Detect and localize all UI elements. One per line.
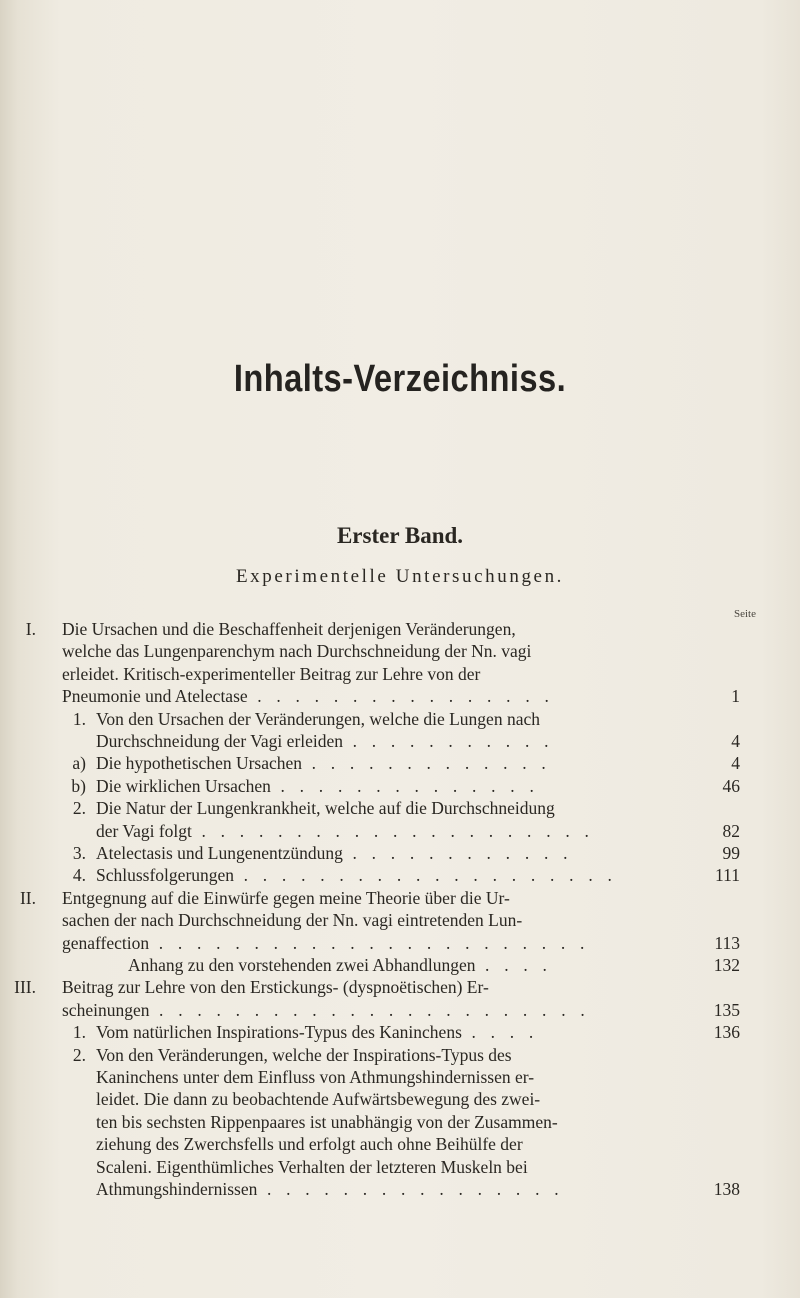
toc-entry bbox=[0, 842, 800, 864]
toc-entry-text: Atelectasis und Lungenentzündung bbox=[96, 843, 343, 863]
toc-entry bbox=[0, 797, 800, 819]
toc-entry-number: 3. bbox=[72, 843, 86, 863]
toc-entry-number: I. bbox=[25, 619, 36, 639]
toc-entry-number: 1. bbox=[72, 708, 86, 729]
toc-entry bbox=[0, 1021, 800, 1043]
toc-entry bbox=[0, 685, 800, 707]
toc-entry-number: 4. bbox=[72, 865, 86, 886]
toc-entry bbox=[0, 1178, 800, 1200]
toc-entry-number: 2. bbox=[72, 798, 86, 819]
toc-page-number: 132 bbox=[713, 955, 740, 975]
dot-leader: . . . . bbox=[461, 1022, 539, 1043]
toc-entry-text: Anhang zu den vorstehenden zwei Abhandlungen bbox=[128, 955, 476, 975]
toc-page-number: 1 bbox=[731, 686, 740, 707]
toc-entry-number: III. bbox=[14, 977, 36, 998]
toc-page-number: 82 bbox=[722, 820, 740, 841]
toc-entry bbox=[0, 618, 800, 640]
dot-leader: . . . . . . . . . . . bbox=[343, 731, 554, 751]
toc-entry bbox=[0, 1044, 800, 1066]
toc-entry-text: Die wirklichen Ursachen bbox=[96, 775, 271, 796]
toc-entry bbox=[0, 1066, 800, 1088]
toc-page-number: 46 bbox=[722, 775, 740, 796]
toc-entry-number: a) bbox=[72, 753, 86, 774]
toc-page-number: 136 bbox=[713, 1022, 740, 1043]
toc-entry-text: Die Natur der Lungenkrankheit, welche auf die Durchschneidung bbox=[96, 798, 555, 819]
page-title: Inhalts-Verzeichniss. bbox=[233, 358, 567, 400]
toc-page-number: 99 bbox=[722, 843, 740, 863]
toc-entry bbox=[0, 820, 800, 842]
toc-page-number: 4 bbox=[731, 731, 740, 751]
toc-entry bbox=[0, 752, 800, 774]
toc-entry-number: 2. bbox=[72, 1044, 86, 1065]
toc-entry bbox=[0, 663, 800, 685]
toc-entry-text: Die Ursachen und die Beschaffenheit derjenigen Veränderungen, bbox=[62, 619, 516, 639]
volume-heading: Erster Band. bbox=[336, 523, 464, 548]
toc-entry-text: Kaninchens unter dem Einfluss von Athmungshindernissen er- bbox=[96, 1067, 535, 1087]
toc-entry bbox=[0, 909, 800, 931]
dot-leader: . . . . . . . . . . . . . . bbox=[270, 775, 540, 796]
toc-entry-number: b) bbox=[71, 775, 86, 796]
dot-leader: . . . . . . . . . . . . . . . . . . . . . . . bbox=[149, 999, 590, 1020]
toc-page-number: 138 bbox=[713, 1179, 740, 1199]
toc-entry-text: Athmungshindernissen bbox=[96, 1179, 258, 1199]
toc-entry bbox=[0, 1111, 800, 1133]
toc-entry bbox=[0, 999, 800, 1021]
dot-leader: . . . . bbox=[475, 955, 553, 975]
toc-entry bbox=[0, 932, 800, 954]
toc-entry bbox=[0, 1156, 800, 1178]
toc-entry bbox=[0, 976, 800, 998]
toc-entry-number: 1. bbox=[72, 1022, 86, 1043]
toc-entry-text: Vom natürlichen Inspirations-Typus des Kaninchens bbox=[96, 1022, 462, 1043]
dot-leader: . . . . . . . . . . . . bbox=[342, 843, 573, 863]
toc-entry bbox=[0, 640, 800, 662]
dot-leader: . . . . . . . . . . . . . . . . . . . . . . . bbox=[149, 932, 590, 953]
toc-entry-text: scheinungen bbox=[62, 999, 150, 1020]
toc-entry bbox=[0, 864, 800, 886]
page-column-label: Seite bbox=[734, 608, 756, 620]
dot-leader: . . . . . . . . . . . . . . . . . . . . bbox=[234, 865, 618, 886]
toc-entry bbox=[0, 1133, 800, 1155]
toc-entry-text: ziehung des Zwerchsfells und erfolgt auch ohne Beihülfe der bbox=[96, 1134, 523, 1155]
toc-entry-text: Schlussfolgerungen bbox=[96, 865, 235, 886]
toc-entry-text: Durchschneidung der Vagi erleiden bbox=[96, 731, 344, 751]
section-heading: Experimentelle Untersuchungen. bbox=[235, 566, 565, 587]
toc-entry-text: leidet. Die dann zu beobachtende Aufwärtsbewegung des zwei- bbox=[96, 1089, 541, 1110]
toc-entry bbox=[0, 954, 800, 976]
toc-entry bbox=[0, 730, 800, 752]
dot-leader: . . . . . . . . . . . . . . . . bbox=[247, 686, 555, 707]
toc-page-number: 135 bbox=[713, 999, 740, 1020]
toc-entry-text: ten bis sechsten Rippenpaares ist unabhängig von der Zusammen- bbox=[96, 1111, 558, 1132]
toc-page-number: 113 bbox=[714, 932, 740, 953]
toc-entry-text: Pneumonie und Atelectase bbox=[62, 686, 248, 707]
toc-entry-text: erleidet. Kritisch-experimenteller Beitrag zur Lehre von der bbox=[62, 663, 481, 684]
toc-entry-text: welche das Lungenparenchym nach Durchschneidung der Nn. vagi bbox=[62, 641, 532, 662]
toc-entry-text: Entgegnung auf die Einwürfe gegen meine Theorie über die Ur- bbox=[62, 887, 510, 908]
toc-entry bbox=[0, 775, 800, 797]
toc-entry-text: der Vagi folgt bbox=[96, 820, 192, 841]
dot-leader: . . . . . . . . . . . . . . . . . . . . . bbox=[191, 820, 595, 841]
toc-entry-text: Beitrag zur Lehre von den Erstickungs- (dyspnoëtischen) Er- bbox=[62, 977, 489, 998]
toc-entry-number: II. bbox=[19, 887, 36, 908]
toc-entry-text: Die hypothetischen Ursachen bbox=[96, 753, 303, 774]
dot-leader: . . . . . . . . . . . . . bbox=[302, 753, 551, 774]
toc-page-number: 4 bbox=[731, 753, 740, 774]
toc-entry bbox=[0, 708, 800, 730]
toc-entry-text: Scaleni. Eigenthümliches Verhalten der letzteren Muskeln bei bbox=[96, 1156, 528, 1177]
toc-entry-text: sachen der nach Durchschneidung der Nn. vagi eintretenden Lun- bbox=[62, 910, 523, 931]
toc-entry-text: genaffection bbox=[62, 932, 150, 953]
toc-entry bbox=[0, 887, 800, 909]
dot-leader: . . . . . . . . . . . . . . . . bbox=[257, 1179, 564, 1199]
toc-entry bbox=[0, 1088, 800, 1110]
toc-entry-text: Von den Veränderungen, welche der Inspirations-Typus des bbox=[96, 1044, 512, 1065]
toc-entry-text: Von den Ursachen der Veränderungen, welche die Lungen nach bbox=[96, 708, 540, 729]
toc-page-number: 111 bbox=[715, 865, 740, 886]
